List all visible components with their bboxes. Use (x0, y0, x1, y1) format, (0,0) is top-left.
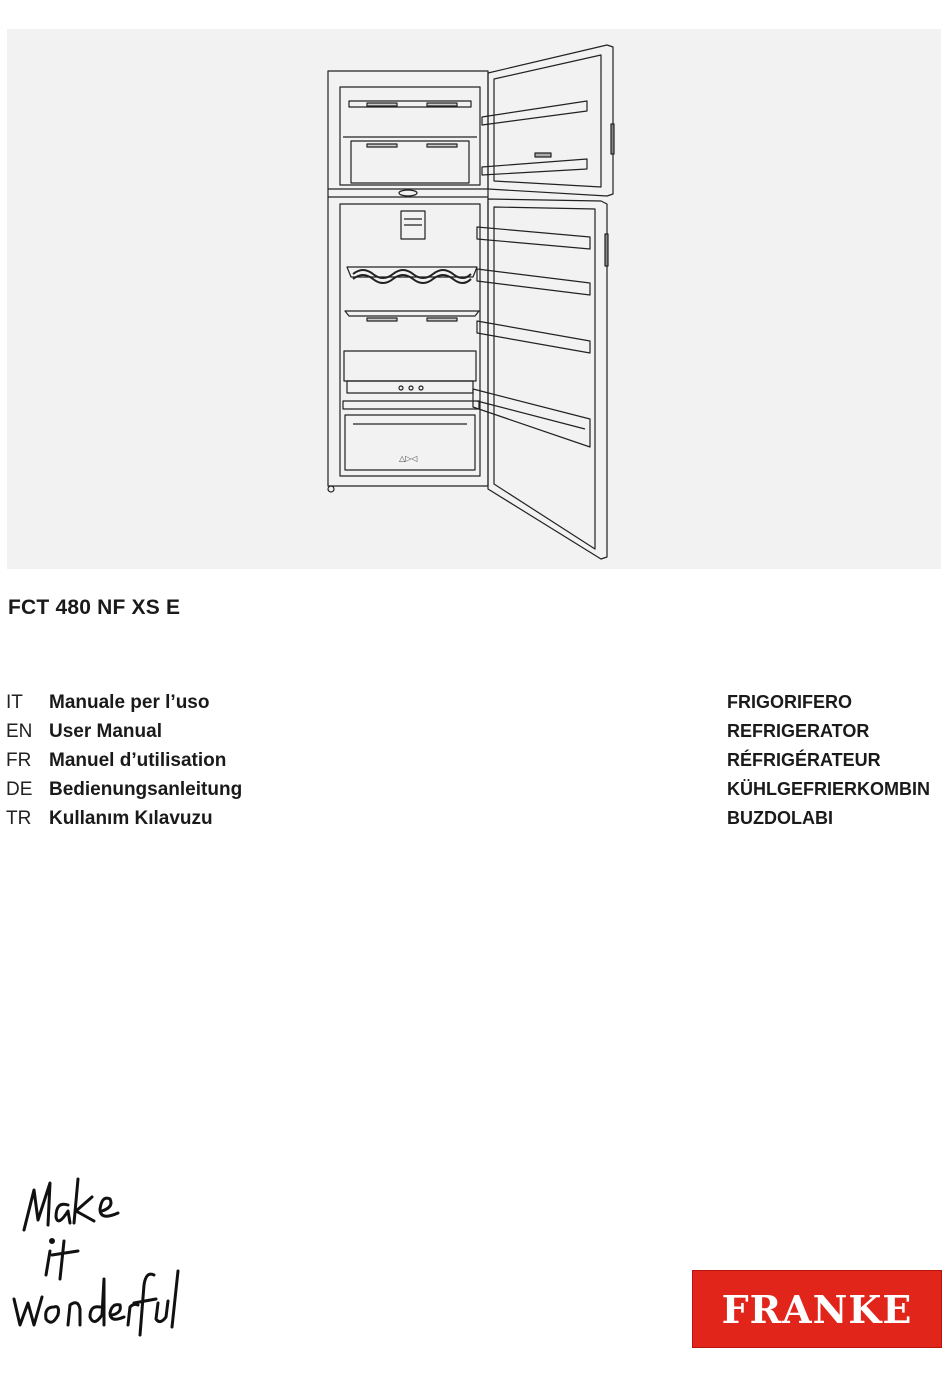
product-illustration-panel (7, 29, 941, 569)
language-row-en (6, 719, 946, 748)
language-code: TR (6, 808, 32, 829)
language-row-fr (6, 748, 946, 777)
brand-logo (692, 1270, 942, 1348)
refrigerator-illustration (7, 29, 941, 569)
model-number: FCT 480 NF XS E (8, 596, 181, 619)
product-type: FRIGORIFERO (727, 692, 852, 712)
manual-title: User Manual (49, 721, 162, 742)
language-code: EN (6, 721, 33, 742)
manual-title: Bedienungsanleitung (49, 779, 243, 800)
slogan-signature-icon (6, 1175, 186, 1355)
product-type: KÜHLGEFRIERKOMBIN (727, 779, 930, 799)
language-list (6, 690, 946, 835)
language-row-tr (6, 806, 946, 835)
language-row-it (6, 690, 946, 719)
manual-title: Manuel d’utilisation (49, 750, 227, 771)
language-code: FR (6, 750, 32, 771)
manual-title: Manuale per l’uso (49, 692, 210, 713)
manual-title: Kullanım Kılavuzu (49, 808, 213, 829)
product-type: BUZDOLABI (727, 808, 833, 828)
product-type: RÉFRIGÉRATEUR (727, 750, 881, 770)
language-code: IT (6, 692, 23, 713)
brand-name: FRANKE (721, 1286, 913, 1332)
language-code: DE (6, 779, 33, 800)
svg-text:△▷◁: △▷◁ (399, 454, 418, 463)
product-type: REFRIGERATOR (727, 721, 870, 741)
language-row-de (6, 777, 946, 806)
slogan-handwritten (6, 1175, 186, 1360)
